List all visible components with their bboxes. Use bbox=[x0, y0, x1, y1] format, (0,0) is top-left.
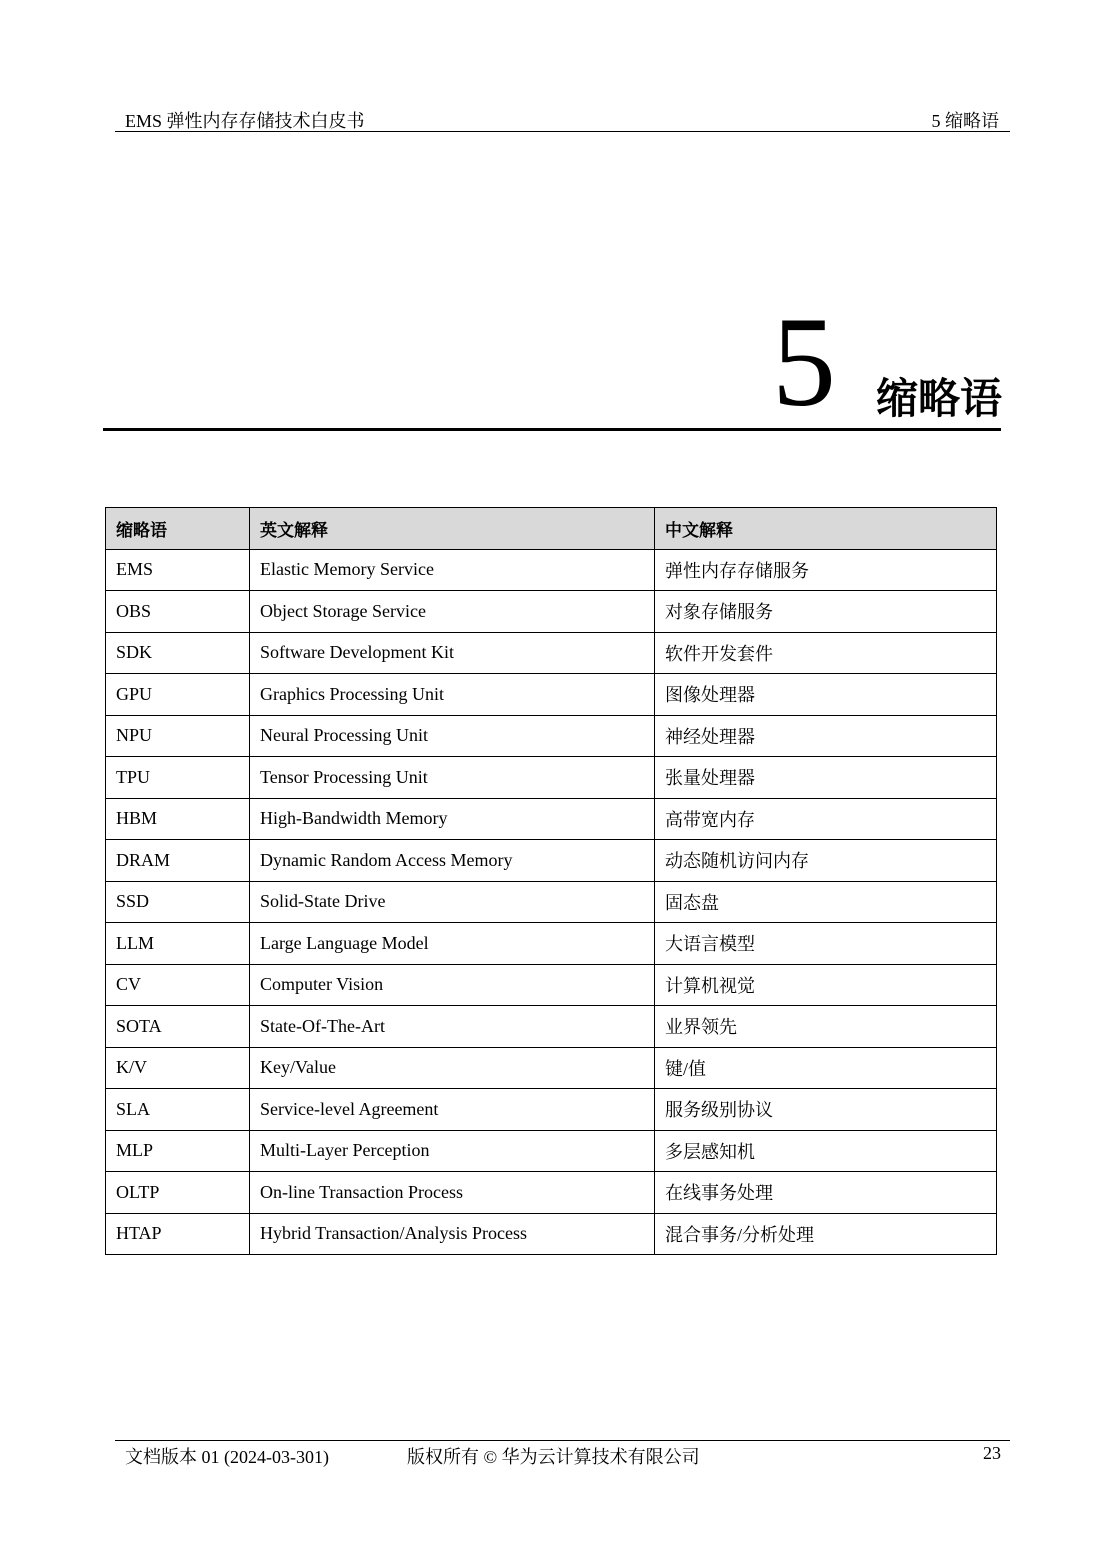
cell-english: Service-level Agreement bbox=[250, 1089, 655, 1131]
cell-abbreviation: OBS bbox=[106, 591, 250, 633]
cell-chinese: 多层感知机 bbox=[655, 1130, 997, 1172]
column-header-english: 英文解释 bbox=[250, 508, 655, 550]
cell-abbreviation: DRAM bbox=[106, 840, 250, 882]
cell-abbreviation: MLP bbox=[106, 1130, 250, 1172]
table-row bbox=[106, 1006, 997, 1048]
cell-chinese: 计算机视觉 bbox=[655, 964, 997, 1006]
cell-abbreviation: SLA bbox=[106, 1089, 250, 1131]
page-number: 23 bbox=[983, 1443, 1001, 1463]
cell-chinese: 键/值 bbox=[655, 1047, 997, 1089]
cell-abbreviation: OLTP bbox=[106, 1172, 250, 1214]
table-row bbox=[106, 923, 997, 965]
table-row bbox=[106, 591, 997, 633]
cell-english: Multi-Layer Perception bbox=[250, 1130, 655, 1172]
table-row bbox=[106, 881, 997, 923]
cell-chinese: 图像处理器 bbox=[655, 674, 997, 716]
cell-english: Solid-State Drive bbox=[250, 881, 655, 923]
header-doc-title: EMS 弹性内存存储技术白皮书 bbox=[125, 111, 365, 131]
column-header-chinese: 中文解释 bbox=[655, 508, 997, 550]
header-section: 5 缩略语 bbox=[931, 111, 999, 131]
cell-abbreviation: SSD bbox=[106, 881, 250, 923]
cell-chinese: 在线事务处理 bbox=[655, 1172, 997, 1214]
chapter-title: 缩略语 bbox=[876, 374, 1003, 423]
cell-chinese: 张量处理器 bbox=[655, 757, 997, 799]
header-divider bbox=[115, 131, 1010, 132]
chapter-number: 5 bbox=[772, 291, 836, 433]
abbreviation-table bbox=[105, 507, 997, 1255]
cell-english: Elastic Memory Service bbox=[250, 549, 655, 591]
table-row bbox=[106, 632, 997, 674]
footer-copyright: 版权所有 © 华为云计算技术有限公司 bbox=[407, 1447, 700, 1467]
cell-english: Tensor Processing Unit bbox=[250, 757, 655, 799]
cell-chinese: 动态随机访问内存 bbox=[655, 840, 997, 882]
table-row bbox=[106, 1089, 997, 1131]
table-row bbox=[106, 757, 997, 799]
cell-abbreviation: GPU bbox=[106, 674, 250, 716]
cell-chinese: 对象存储服务 bbox=[655, 591, 997, 633]
table-row bbox=[106, 964, 997, 1006]
cell-abbreviation: HBM bbox=[106, 798, 250, 840]
cell-abbreviation: K/V bbox=[106, 1047, 250, 1089]
cell-abbreviation: EMS bbox=[106, 549, 250, 591]
table-row bbox=[106, 715, 997, 757]
footer-divider bbox=[115, 1440, 1010, 1441]
footer-version: 文档版本 01 (2024-03-301) bbox=[125, 1447, 329, 1467]
chapter-divider bbox=[103, 428, 1001, 431]
cell-abbreviation: SOTA bbox=[106, 1006, 250, 1048]
table-row bbox=[106, 1047, 997, 1089]
table-row bbox=[106, 1130, 997, 1172]
table-row bbox=[106, 674, 997, 716]
table-row bbox=[106, 798, 997, 840]
cell-english: On-line Transaction Process bbox=[250, 1172, 655, 1214]
cell-abbreviation: NPU bbox=[106, 715, 250, 757]
cell-chinese: 弹性内存存储服务 bbox=[655, 549, 997, 591]
cell-chinese: 混合事务/分析处理 bbox=[655, 1213, 997, 1255]
cell-chinese: 高带宽内存 bbox=[655, 798, 997, 840]
table-row bbox=[106, 549, 997, 591]
cell-chinese: 神经处理器 bbox=[655, 715, 997, 757]
table-row bbox=[106, 1213, 997, 1255]
cell-chinese: 服务级别协议 bbox=[655, 1089, 997, 1131]
cell-english: Software Development Kit bbox=[250, 632, 655, 674]
cell-abbreviation: CV bbox=[106, 964, 250, 1006]
cell-english: Dynamic Random Access Memory bbox=[250, 840, 655, 882]
table-row bbox=[106, 1172, 997, 1214]
cell-chinese: 固态盘 bbox=[655, 881, 997, 923]
cell-english: Key/Value bbox=[250, 1047, 655, 1089]
cell-english: High-Bandwidth Memory bbox=[250, 798, 655, 840]
cell-abbreviation: HTAP bbox=[106, 1213, 250, 1255]
cell-chinese: 大语言模型 bbox=[655, 923, 997, 965]
cell-abbreviation: LLM bbox=[106, 923, 250, 965]
table-header-row bbox=[106, 508, 997, 550]
cell-english: Graphics Processing Unit bbox=[250, 674, 655, 716]
cell-english: Object Storage Service bbox=[250, 591, 655, 633]
cell-english: Hybrid Transaction/Analysis Process bbox=[250, 1213, 655, 1255]
cell-english: Computer Vision bbox=[250, 964, 655, 1006]
cell-english: Large Language Model bbox=[250, 923, 655, 965]
cell-english: State-Of-The-Art bbox=[250, 1006, 655, 1048]
cell-abbreviation: TPU bbox=[106, 757, 250, 799]
table-body bbox=[106, 549, 997, 1255]
cell-english: Neural Processing Unit bbox=[250, 715, 655, 757]
table-row bbox=[106, 840, 997, 882]
column-header-abbreviation: 缩略语 bbox=[106, 508, 250, 550]
cell-chinese: 业界领先 bbox=[655, 1006, 997, 1048]
cell-chinese: 软件开发套件 bbox=[655, 632, 997, 674]
cell-abbreviation: SDK bbox=[106, 632, 250, 674]
